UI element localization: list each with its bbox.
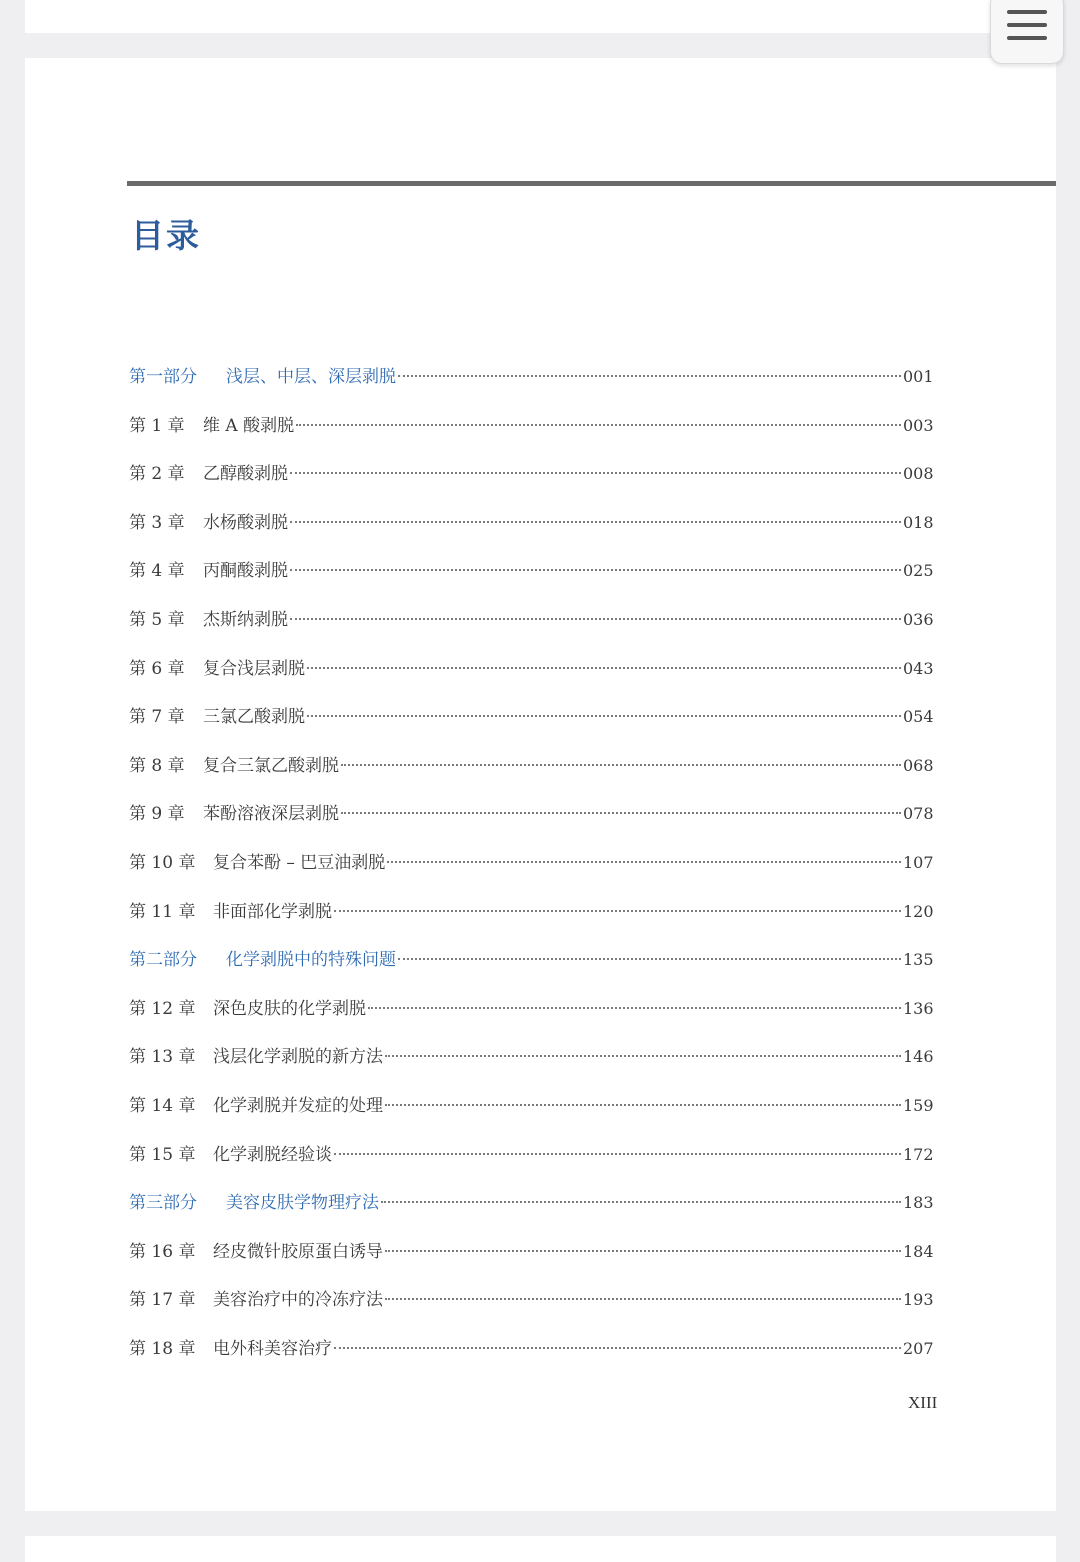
toc-chapter-title: 复合苯酚 – 巴豆油剥脱 bbox=[213, 852, 386, 873]
toc-chapter-title: 水杨酸剥脱 bbox=[203, 512, 288, 533]
toc-chapter-title: 电外科美容治疗 bbox=[213, 1338, 332, 1359]
toc-page-number: 068 bbox=[903, 755, 934, 775]
leader-dots bbox=[398, 958, 901, 960]
toc-chapter-number: 第 5 章 bbox=[129, 609, 185, 630]
toc-part-number: 第三部分 bbox=[129, 1193, 197, 1214]
toc-part[interactable] bbox=[129, 941, 933, 990]
toc-chapter-number: 第 7 章 bbox=[129, 707, 185, 728]
toc-page-number: 018 bbox=[903, 512, 934, 532]
toc-chapter[interactable] bbox=[129, 1233, 933, 1282]
toc-page-number: 120 bbox=[903, 901, 934, 921]
toc-chapter-number: 第 13 章 bbox=[129, 1047, 196, 1068]
toc-chapter[interactable] bbox=[129, 1281, 933, 1330]
toc-page-number: 001 bbox=[903, 367, 934, 386]
toc-chapter-number: 第 18 章 bbox=[129, 1338, 196, 1359]
toc-part-number: 第二部分 bbox=[129, 950, 197, 971]
toc-chapter-title: 维 A 酸剥脱 bbox=[203, 415, 295, 436]
toc-chapter-title: 苯酚溶液深层剥脱 bbox=[203, 804, 339, 825]
toc-chapter-number: 第 8 章 bbox=[129, 755, 185, 776]
toc-chapter[interactable] bbox=[129, 1087, 933, 1136]
hamburger-menu-icon bbox=[1007, 10, 1047, 14]
toc-chapter[interactable] bbox=[129, 990, 933, 1039]
toc-chapter[interactable] bbox=[129, 747, 933, 796]
leader-dots bbox=[290, 521, 901, 523]
leader-dots bbox=[385, 1055, 901, 1057]
toc-page-number: 008 bbox=[903, 464, 934, 484]
toc-chapter-title: 化学剥脱并发症的处理 bbox=[213, 1095, 383, 1116]
toc-chapter-title: 化学剥脱经验谈 bbox=[213, 1144, 332, 1165]
toc-chapter[interactable] bbox=[129, 601, 933, 650]
toc-chapter-number: 第 11 章 bbox=[129, 901, 196, 922]
toc-page-number: 054 bbox=[903, 707, 934, 727]
leader-dots bbox=[334, 910, 901, 912]
toc-page-number: 172 bbox=[903, 1144, 934, 1164]
leader-dots bbox=[290, 472, 901, 474]
toc-chapter-title: 浅层化学剥脱的新方法 bbox=[213, 1047, 383, 1068]
toc-part[interactable] bbox=[129, 1184, 933, 1233]
leader-dots bbox=[398, 375, 901, 377]
leader-dots bbox=[368, 1007, 901, 1009]
toc-page-number: 043 bbox=[903, 658, 934, 678]
toc-page-number: 107 bbox=[903, 852, 934, 872]
toc-chapter-number: 第 10 章 bbox=[129, 852, 196, 873]
leader-dots bbox=[334, 1153, 901, 1155]
leader-dots bbox=[334, 1347, 901, 1349]
leader-dots bbox=[290, 618, 901, 620]
toc-chapter[interactable] bbox=[129, 407, 933, 456]
toc-chapter-title: 非面部化学剥脱 bbox=[213, 901, 332, 922]
leader-dots bbox=[341, 764, 901, 766]
hamburger-menu-icon-bar bbox=[1007, 23, 1047, 27]
toc-chapter[interactable] bbox=[129, 844, 933, 893]
toc-chapter-title: 复合浅层剥脱 bbox=[203, 658, 305, 679]
toc-part-title: 化学剥脱中的特殊问题 bbox=[226, 950, 396, 971]
toc-chapter-title: 乙醇酸剥脱 bbox=[203, 464, 288, 485]
toc-chapter-title: 经皮微针胶原蛋白诱导 bbox=[213, 1241, 383, 1262]
toc-page-number: 184 bbox=[903, 1241, 934, 1261]
toc-chapter-title: 美容治疗中的冷冻疗法 bbox=[213, 1290, 383, 1311]
toc-chapter[interactable] bbox=[129, 698, 933, 747]
toc-chapter-title: 杰斯纳剥脱 bbox=[203, 609, 288, 630]
toc-chapter[interactable] bbox=[129, 893, 933, 942]
toc-chapter-number: 第 4 章 bbox=[129, 561, 185, 582]
leader-dots bbox=[381, 1201, 901, 1203]
toc-chapter-number: 第 1 章 bbox=[129, 415, 185, 436]
toc-part-number: 第一部分 bbox=[129, 367, 197, 387]
toc-page-number: 159 bbox=[903, 1095, 934, 1115]
toc-part[interactable] bbox=[129, 358, 933, 407]
toc-chapter-title: 复合三氯乙酸剥脱 bbox=[203, 755, 339, 776]
toc-page-number: 003 bbox=[903, 415, 934, 435]
toc-chapter[interactable] bbox=[129, 1038, 933, 1087]
menu-button[interactable] bbox=[990, 0, 1064, 64]
leader-dots bbox=[387, 861, 901, 863]
header-rule bbox=[127, 181, 1056, 186]
toc-chapter[interactable] bbox=[129, 1330, 933, 1379]
table-of-contents bbox=[129, 358, 933, 1378]
toc-chapter[interactable] bbox=[129, 552, 933, 601]
leader-dots bbox=[290, 569, 901, 571]
leader-dots bbox=[385, 1250, 901, 1252]
leader-dots bbox=[385, 1298, 901, 1300]
toc-page-number: 078 bbox=[903, 804, 934, 824]
toc-chapter-number: 第 9 章 bbox=[129, 804, 185, 825]
leader-dots bbox=[385, 1104, 901, 1106]
toc-page-number: 146 bbox=[903, 1047, 934, 1067]
document-page bbox=[25, 58, 1056, 1511]
toc-chapter-number: 第 16 章 bbox=[129, 1241, 196, 1262]
toc-chapter[interactable] bbox=[129, 1136, 933, 1185]
toc-chapter[interactable] bbox=[129, 650, 933, 699]
page-title: 目录 bbox=[131, 216, 201, 255]
toc-page-number: 036 bbox=[903, 609, 934, 629]
toc-part-title: 美容皮肤学物理疗法 bbox=[226, 1193, 379, 1214]
toc-chapter-number: 第 15 章 bbox=[129, 1144, 196, 1165]
leader-dots bbox=[296, 424, 901, 426]
toc-chapter-title: 三氯乙酸剥脱 bbox=[203, 707, 305, 728]
toc-page-number: 207 bbox=[903, 1338, 934, 1358]
toc-page-number: 193 bbox=[903, 1290, 934, 1310]
toc-page-number: 135 bbox=[903, 950, 934, 970]
toc-chapter-number: 第 12 章 bbox=[129, 998, 196, 1019]
page-number: XIII bbox=[908, 1393, 938, 1412]
toc-page-number: 183 bbox=[903, 1193, 934, 1213]
toc-chapter-number: 第 14 章 bbox=[129, 1095, 196, 1116]
toc-chapter-title: 深色皮肤的化学剥脱 bbox=[213, 998, 366, 1019]
leader-dots bbox=[307, 715, 901, 717]
toc-page-number: 136 bbox=[903, 998, 934, 1018]
toc-chapter-title: 丙酮酸剥脱 bbox=[203, 561, 288, 582]
toc-chapter-number: 第 2 章 bbox=[129, 464, 185, 485]
toc-page-number: 025 bbox=[903, 561, 934, 581]
next-page-edge bbox=[25, 1536, 1056, 1562]
previous-page-edge bbox=[25, 0, 1056, 33]
toc-chapter[interactable] bbox=[129, 455, 933, 504]
toc-chapter-number: 第 6 章 bbox=[129, 658, 185, 679]
toc-chapter-number: 第 3 章 bbox=[129, 512, 185, 533]
toc-chapter[interactable] bbox=[129, 795, 933, 844]
hamburger-menu-icon-bar bbox=[1007, 36, 1047, 40]
toc-part-title: 浅层、中层、深层剥脱 bbox=[226, 367, 396, 387]
leader-dots bbox=[307, 667, 901, 669]
toc-chapter[interactable] bbox=[129, 504, 933, 553]
toc-chapter-number: 第 17 章 bbox=[129, 1290, 196, 1311]
leader-dots bbox=[341, 812, 901, 814]
